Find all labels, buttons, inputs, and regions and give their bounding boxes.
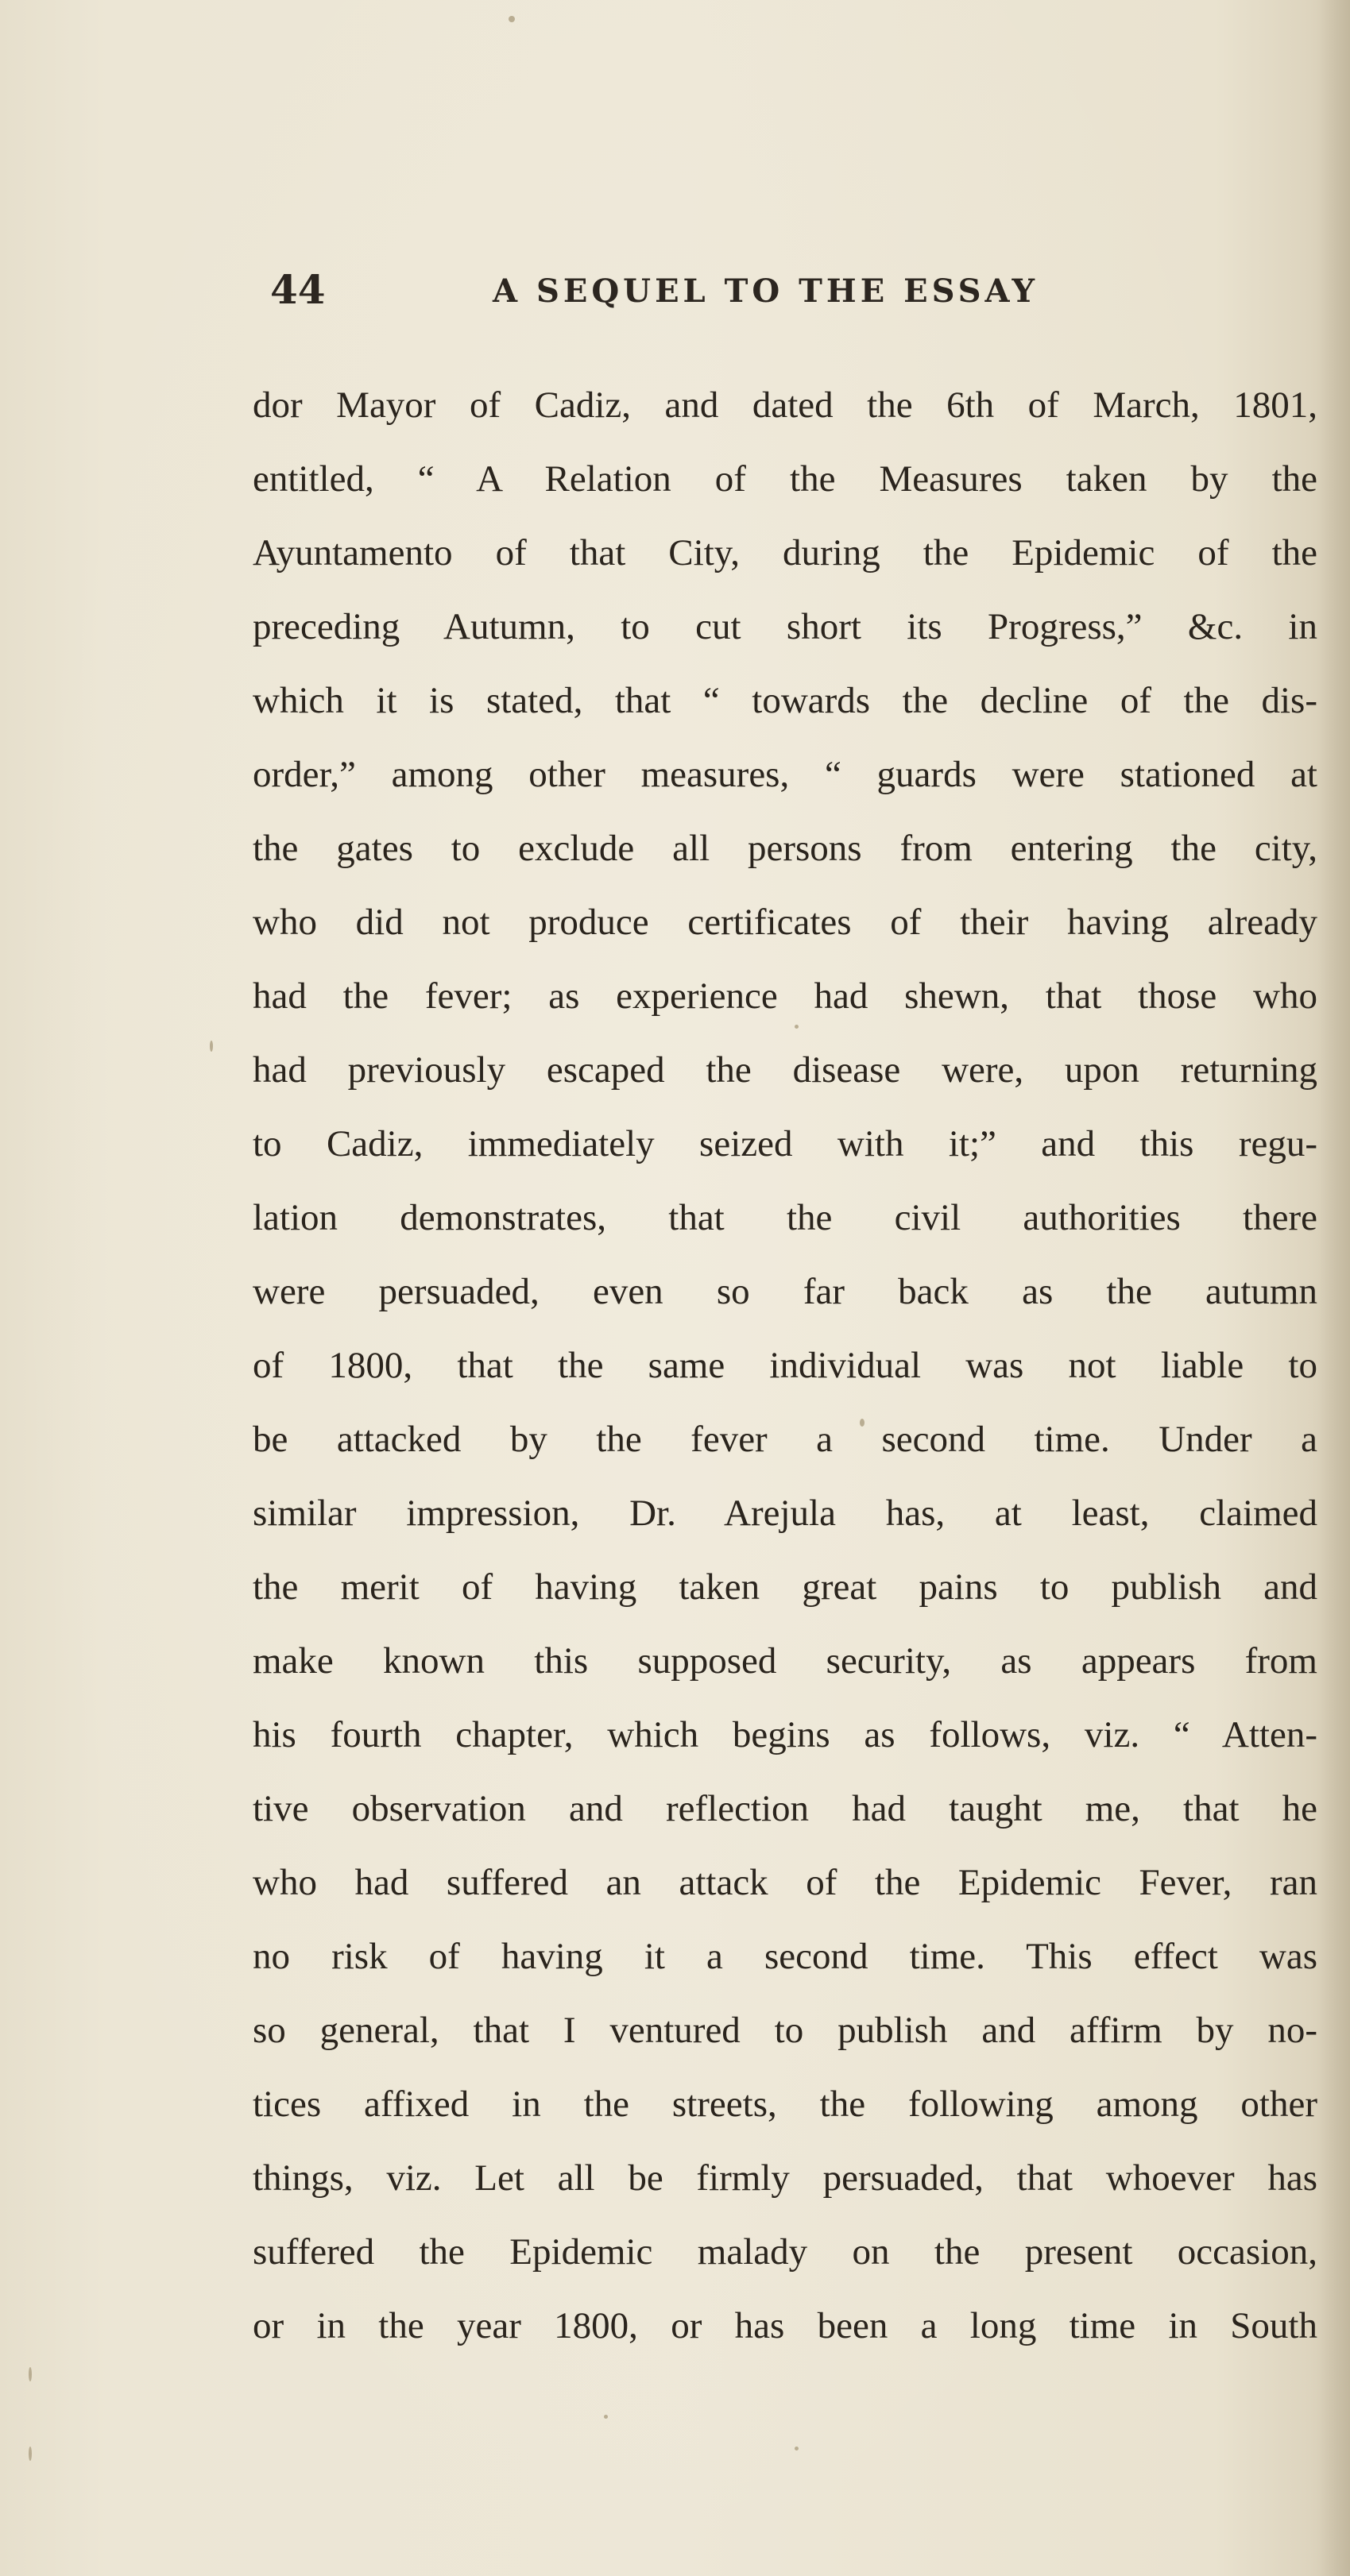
text-line: who had suffered an attack of the Epidemic Fever, ran [253,1862,1317,1903]
text-line: who did not produce certificates of their having already [253,902,1317,943]
text-line: his fourth chapter, which begins as follows, viz. “ Atten- [253,1714,1317,1755]
text-line: similar impression, Dr. Arejula has, at least, claimed [253,1493,1317,1534]
page-header [270,266,1303,330]
text-line: no risk of having it a second time. This effect was [253,1936,1317,1977]
text-line: the merit of having taken great pains to publish and [253,1566,1317,1608]
text-line: preceding Autumn, to cut short its Progress,” &c. in [253,606,1317,647]
text-line: order,” among other measures, “ guards were stationed at [253,754,1317,795]
page-edge-shadow [1318,0,1350,2576]
text-line: tive observation and reflection had taught me, that he [253,1788,1317,1829]
text-line: had the fever; as experience had shewn, that those who [253,975,1317,1017]
text-line: which it is stated, that “ towards the decline of the dis- [253,680,1317,721]
text-line: the gates to exclude all persons from entering the city, [253,828,1317,869]
running-head: A SEQUEL TO THE ESSAY [493,272,1039,310]
text-line: were persuaded, even so far back as the autumn [253,1271,1317,1312]
text-line: be attacked by the fever a second time. Under a [253,1419,1317,1460]
text-line: make known this supposed security, as appears from [253,1640,1317,1682]
text-line: of 1800, that the same individual was not liable to [253,1345,1317,1386]
text-line: dor Mayor of Cadiz, and dated the 6th of March, 1801, [253,384,1317,426]
text-line: Ayuntamento of that City, during the Epidemic of the [253,532,1317,574]
text-line: to Cadiz, immediately seized with it;” and this regu- [253,1123,1317,1164]
text-line: or in the year 1800, or has been a long time in South [253,2305,1317,2346]
text-line: suffered the Epidemic malady on the present occasion, [253,2231,1317,2273]
text-line: tices affixed in the streets, the following among other [253,2084,1317,2125]
text-line: entitled, “ A Relation of the Measures taken by the [253,458,1317,500]
text-line: lation demonstrates, that the civil authorities there [253,1197,1317,1238]
page-number: 44 [270,266,326,313]
text-line: so general, that I ventured to publish and affirm by no- [253,2010,1317,2051]
body-text [253,373,1317,2368]
text-line: had previously escaped the disease were, upon returning [253,1049,1317,1091]
text-line: things, viz. Let all be firmly persuaded, that whoever has [253,2157,1317,2199]
